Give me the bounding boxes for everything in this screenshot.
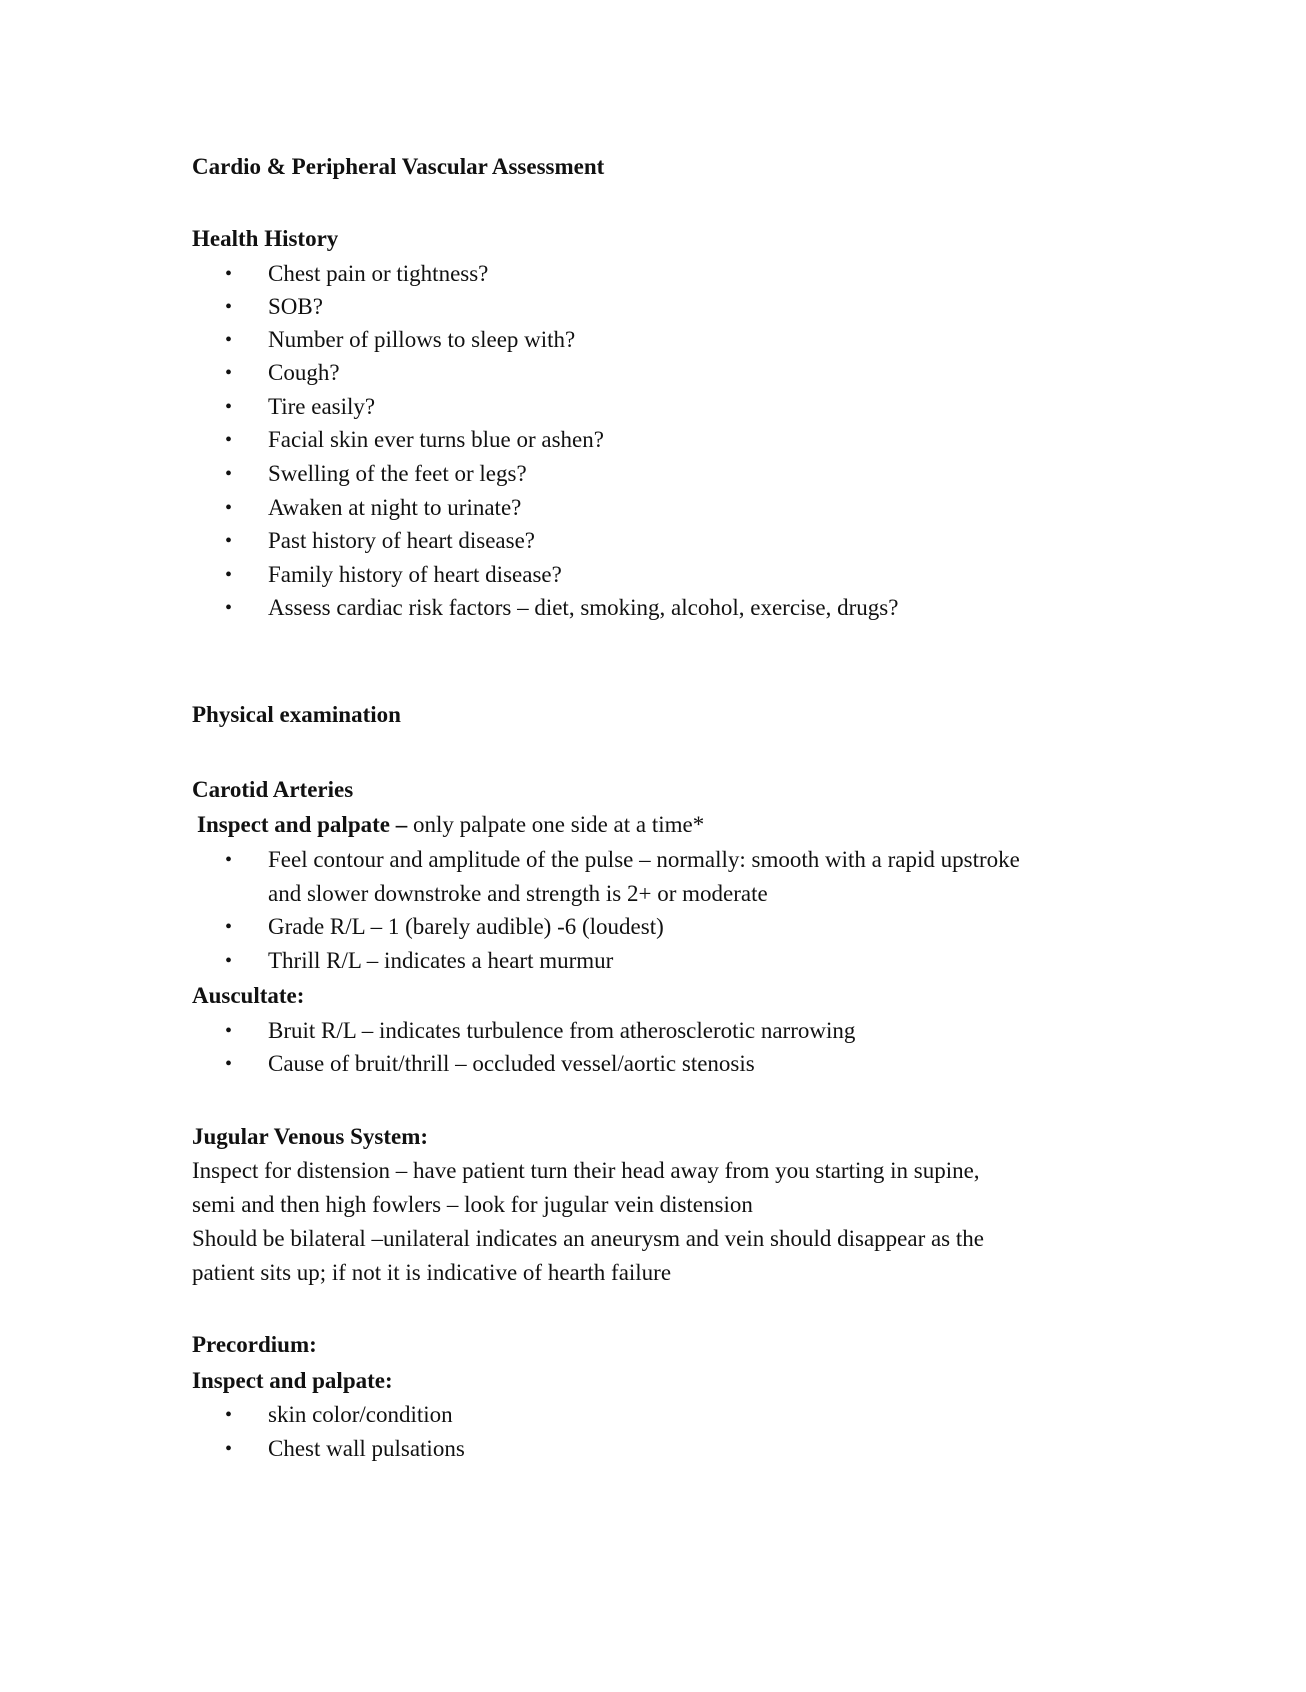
bullet-icon: •: [225, 530, 233, 552]
bullet-icon: •: [225, 1053, 233, 1075]
carotid-inspect-note: only palpate one side at a time*: [407, 812, 705, 837]
auscultate-heading: Auscultate:: [192, 983, 305, 1008]
bullet-icon: •: [225, 396, 233, 418]
jugular-text-line: patient sits up; if not it is indicative of hearth failure: [192, 1260, 672, 1285]
precordium-subheading: Inspect and palpate:: [192, 1368, 393, 1393]
bullet-icon: •: [225, 1020, 233, 1042]
bullet-icon: •: [225, 296, 233, 318]
bullet-icon: •: [225, 263, 233, 285]
list-item-text: Assess cardiac risk factors – diet, smoking, alcohol, exercise, drugs?: [268, 595, 899, 620]
bullet-icon: •: [225, 564, 233, 586]
list-item-text: Thrill R/L – indicates a heart murmur: [268, 948, 614, 973]
jugular-heading: Jugular Venous System:: [192, 1124, 429, 1149]
list-item-text: Swelling of the feet or legs?: [268, 461, 527, 486]
bullet-icon: •: [225, 429, 233, 451]
bullet-icon: •: [225, 597, 233, 619]
list-item-text: Bruit R/L – indicates turbulence from atherosclerotic narrowing: [268, 1018, 856, 1043]
list-item-text: Cause of bruit/thrill – occluded vessel/aortic stenosis: [268, 1051, 755, 1076]
list-item-text: Number of pillows to sleep with?: [268, 327, 576, 352]
jugular-text-line: Inspect for distension – have patient turn their head away from you starting in supine,: [192, 1158, 980, 1183]
bullet-icon: •: [225, 329, 233, 351]
bullet-icon: •: [225, 916, 233, 938]
list-item-text: Past history of heart disease?: [268, 528, 535, 553]
document-title: Cardio & Peripheral Vascular Assessment: [192, 154, 605, 179]
list-item-text: Family history of heart disease?: [268, 562, 562, 587]
list-item-text: Cough?: [268, 360, 340, 385]
health-history-heading: Health History: [192, 226, 339, 251]
list-item-text: skin color/condition: [268, 1402, 453, 1427]
carotid-inspect-label: Inspect and palpate –: [197, 812, 408, 837]
list-item-text: SOB?: [268, 294, 323, 319]
carotid-heading: Carotid Arteries: [192, 777, 354, 802]
bullet-icon: •: [225, 497, 233, 519]
bullet-icon: •: [225, 950, 233, 972]
list-item-text: Facial skin ever turns blue or ashen?: [268, 427, 604, 452]
list-item-text-continued: and slower downstroke and strength is 2+ or moderate: [268, 881, 768, 906]
bullet-icon: •: [225, 362, 233, 384]
bullet-icon: •: [225, 463, 233, 485]
bullet-icon: •: [225, 1404, 233, 1426]
carotid-inspect-line: [197, 810, 704, 840]
bullet-icon: •: [225, 849, 233, 871]
list-item-text: Chest wall pulsations: [268, 1436, 465, 1461]
physical-exam-heading: Physical examination: [192, 702, 401, 727]
list-item-text: Chest pain or tightness?: [268, 261, 489, 286]
jugular-text-line: semi and then high fowlers – look for jugular vein distension: [192, 1192, 753, 1217]
list-item-text: Feel contour and amplitude of the pulse – normally: smooth with a rapid upstroke: [268, 847, 1020, 872]
jugular-text-line: Should be bilateral –unilateral indicates an aneurysm and vein should disappear as the: [192, 1226, 984, 1251]
precordium-heading: Precordium:: [192, 1332, 317, 1357]
bullet-icon: •: [225, 1438, 233, 1460]
list-item-text: Tire easily?: [268, 394, 376, 419]
list-item-text: Grade R/L – 1 (barely audible) -6 (loudest): [268, 914, 664, 939]
list-item-text: Awaken at night to urinate?: [268, 495, 522, 520]
